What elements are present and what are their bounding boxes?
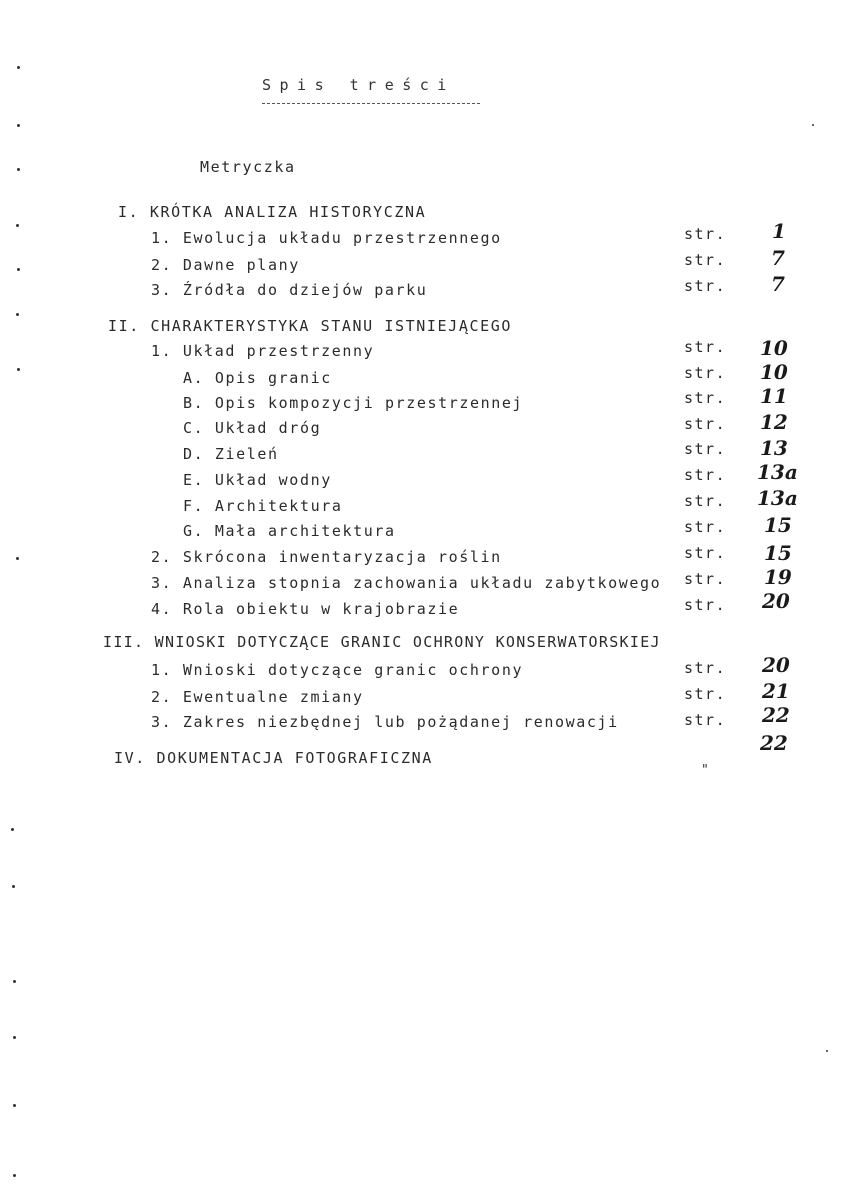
toc-str-label: str.	[684, 492, 727, 510]
toc-str-label: str.	[684, 338, 727, 356]
toc-entry-label: D. Zieleń	[183, 445, 279, 463]
toc-entry-label: 2. Ewentualne zmiany	[151, 688, 364, 706]
toc-str-label: str.	[684, 225, 727, 243]
toc-str-label: str.	[684, 466, 727, 484]
toc-page-number: 7	[771, 272, 785, 296]
toc-page-number: 12	[760, 410, 788, 434]
toc-str-label: str.	[684, 711, 727, 729]
scan-speck	[17, 66, 20, 69]
toc-str-label: str.	[684, 544, 727, 562]
section-heading-3: III. WNIOSKI DOTYCZĄCE GRANIC OCHRONY KONSERWATORSKIEJ	[103, 633, 661, 651]
toc-entry-label: 2. Dawne plany	[151, 256, 300, 274]
toc-entry-label: 3. Zakres niezbędnej lub pożądanej renowacji	[151, 713, 619, 731]
toc-entry-label: 4. Rola obiektu w krajobrazie	[151, 600, 460, 618]
toc-str-label: str.	[684, 518, 727, 536]
scan-speck	[13, 1104, 16, 1107]
scan-speck	[13, 980, 16, 983]
toc-entry-label: 1. Układ przestrzenny	[151, 342, 375, 360]
toc-str-label: str.	[684, 570, 727, 588]
toc-entry-label: A. Opis granic	[183, 369, 332, 387]
toc-str-label: str.	[684, 440, 727, 458]
toc-page-number: 13a	[757, 486, 798, 510]
toc-str-label: str.	[684, 415, 727, 433]
metryczka-entry: Metryczka	[200, 158, 296, 176]
toc-entry-label: E. Układ wodny	[183, 471, 332, 489]
title-underline	[262, 103, 480, 104]
scan-speck	[812, 124, 814, 126]
scan-speck	[16, 313, 19, 316]
toc-page-number: 11	[760, 384, 788, 408]
toc-str-label: str.	[684, 659, 727, 677]
toc-page-number: 7	[771, 246, 785, 270]
ditto-mark: "	[701, 763, 709, 778]
toc-entry-label: 2. Skrócona inwentaryzacja roślin	[151, 548, 502, 566]
toc-entry-label: C. Układ dróg	[183, 419, 322, 437]
toc-str-label: str.	[684, 685, 727, 703]
scan-speck	[12, 885, 15, 888]
toc-entry-label: G. Mała architektura	[183, 522, 396, 540]
toc-str-label: str.	[684, 251, 727, 269]
toc-entry-label: 1. Wnioski dotyczące granic ochrony	[151, 661, 524, 679]
toc-entry-label: F. Architektura	[183, 497, 343, 515]
toc-page-number: 13	[760, 436, 788, 460]
toc-page-number: 15	[764, 513, 792, 537]
toc-page-number: 21	[762, 679, 790, 703]
scan-speck	[11, 828, 14, 831]
scan-speck	[16, 557, 19, 560]
toc-page-number: 22	[762, 703, 790, 727]
scan-speck	[17, 368, 20, 371]
toc-page-number: 19	[764, 565, 792, 589]
toc-page-number: 15	[764, 541, 792, 565]
toc-page-number: 20	[762, 589, 790, 613]
toc-str-label: str.	[684, 389, 727, 407]
section-heading-1: I. KRÓTKA ANALIZA HISTORYCZNA	[118, 203, 427, 221]
toc-str-label: str.	[684, 364, 727, 382]
toc-page-number: 13a	[757, 460, 798, 484]
scan-speck	[17, 124, 20, 127]
toc-entry-label: 3. Źródła do dziejów parku	[151, 281, 428, 299]
page-title: Spis treści	[262, 76, 455, 94]
toc-str-label: str.	[684, 596, 727, 614]
toc-page-number: 10	[760, 360, 788, 384]
scan-speck	[17, 268, 20, 271]
toc-entry-label: 1. Ewolucja układu przestrzennego	[151, 229, 502, 247]
scan-speck	[826, 1050, 828, 1052]
section-heading-2: II. CHARAKTERYSTYKA STANU ISTNIEJĄCEGO	[108, 317, 512, 335]
section-heading-4: IV. DOKUMENTACJA FOTOGRAFICZNA	[114, 749, 433, 767]
toc-page-number: 1	[772, 219, 786, 243]
toc-page-number: 10	[760, 336, 788, 360]
scan-speck	[13, 1036, 16, 1039]
scan-speck	[16, 224, 19, 227]
toc-str-label: str.	[684, 277, 727, 295]
toc-page-number: 20	[762, 653, 790, 677]
scan-speck	[13, 1174, 16, 1177]
scan-speck	[17, 168, 20, 171]
toc-page-number: 22	[760, 731, 788, 755]
toc-entry-label: 3. Analiza stopnia zachowania układu zabytkowego	[151, 574, 662, 592]
toc-entry-label: B. Opis kompozycji przestrzennej	[183, 394, 524, 412]
